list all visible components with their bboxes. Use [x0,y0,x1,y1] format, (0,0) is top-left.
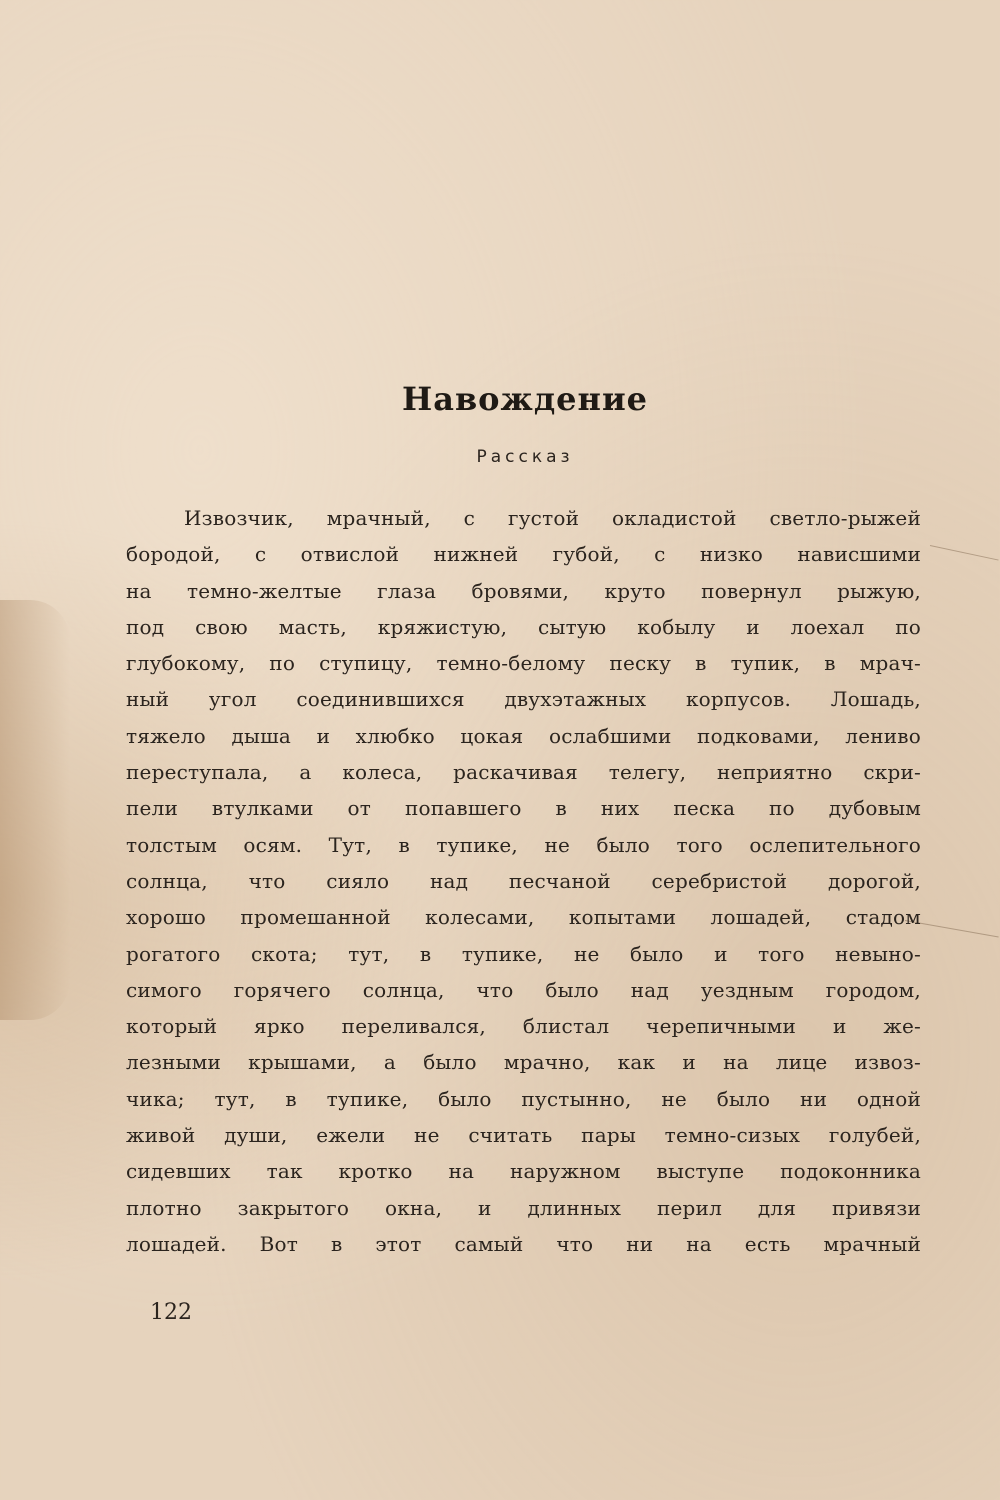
text-line: тяжело дыша и хлюбко цокая ослабшими подковами, лениво [126,723,921,748]
paper-stain [0,600,70,1020]
text-line: на темно-желтые глаза бровями, круто повернул рыжую, [126,578,921,603]
story-body [126,500,921,1262]
text-line: пели втулками от попавшего в них песка по дубовым [126,796,921,821]
text-line: Извозчик, мрачный, с густой окладистой светло-рыжей [184,506,921,530]
text-line: лошадей. Вот в этот самый что ни на есть мрачный [126,1231,921,1256]
text-line: который ярко переливался, блистал черепичными и же- [126,1014,921,1039]
paper-crease [930,545,999,561]
text-line: переступала, а колеса, раскачивая телегу, неприятно скри- [126,760,921,785]
text-line: рогатого скота; тут, в тупике, не было и того невыно- [126,941,921,966]
text-line: хорошо промешанной колесами, копытами лошадей, стадом [126,905,921,930]
text-line: толстым осям. Тут, в тупике, не было того ослепительного [126,832,921,857]
text-line: плотно закрытого окна, и длинных перил для привязи [126,1195,921,1220]
text-line: живой души, ежели не считать пары темно-сизых голубей, [126,1123,921,1148]
text-line: ный угол соединившихся двухэтажных корпусов. Лошадь, [126,687,921,712]
text-line: под свою масть, кряжистую, сытую кобылу и лоехал по [126,614,921,639]
text-line: чика; тут, в тупике, было пустынно, не было ни одной [126,1086,921,1111]
text-line: глубокому, по ступицу, темно-белому песку в тупик, в мрач- [126,651,921,676]
story-title: Навождение [401,380,649,418]
text-line: лезными крышами, а было мрачно, как и на лице извоз- [126,1050,921,1075]
text-line: симого горячего солнца, что было над уездным городом, [126,977,921,1002]
story-subtitle: Рассказ [476,447,574,467]
text-line: сидевших так кротко на наружном выступе подоконника [126,1159,921,1184]
page-number: 122 [150,1300,192,1325]
text-line: солнца, что сияло над песчаной серебристой дорогой, [126,868,921,893]
text-line: бородой, с отвислой нижней губой, с низко нависшими [126,542,921,567]
